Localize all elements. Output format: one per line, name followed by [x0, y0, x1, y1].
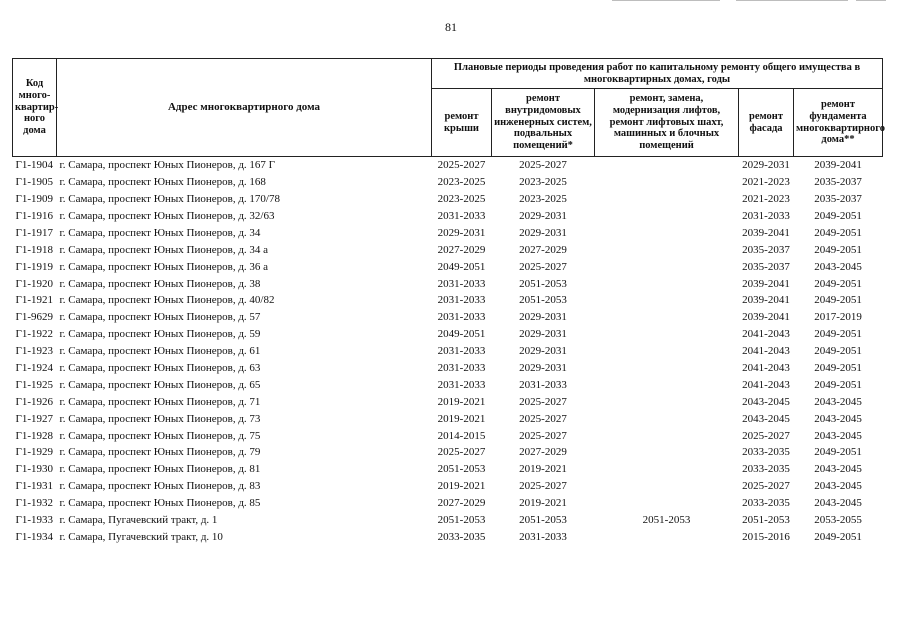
cell-roof: 2033-2035 [437, 530, 486, 543]
cell-roof: 2027-2029 [437, 243, 486, 256]
cell-address: г. Самара, Пугачевский тракт, д. 10 [59, 530, 223, 543]
scan-top-line [856, 0, 886, 1]
cell-engineering: 2023-2025 [519, 176, 567, 189]
cell-foundation: 2043-2045 [814, 463, 862, 476]
cell-roof: 2031-2033 [437, 277, 486, 290]
cell-elevators [595, 529, 739, 546]
table-row [13, 292, 883, 309]
table-row [13, 258, 883, 275]
cell-address: г. Самара, проспект Юных Пионеров, д. 73 [59, 412, 261, 425]
cell-facade: 2039-2041 [742, 294, 790, 307]
cell-engineering: 2051-2053 [519, 294, 567, 307]
cell-foundation: 2043-2045 [814, 260, 862, 273]
cell-code: Г1-1926 [15, 395, 54, 408]
repair-schedule-table [12, 58, 883, 545]
cell-facade: 2031-2033 [742, 209, 790, 222]
cell-engineering: 2051-2053 [519, 277, 567, 290]
table-row [13, 309, 883, 326]
cell-facade: 2033-2035 [742, 463, 790, 476]
cell-facade: 2033-2035 [742, 446, 790, 459]
table-row [13, 191, 883, 208]
cell-elevators [595, 225, 739, 242]
cell-foundation: 2049-2051 [814, 378, 862, 391]
cell-facade: 2025-2027 [742, 480, 790, 493]
cell-engineering: 2025-2027 [519, 395, 567, 408]
cell-code: Г1-1930 [15, 463, 54, 476]
cell-address: г. Самара, Пугачевский тракт, д. 1 [59, 513, 218, 526]
scan-top-line [612, 0, 720, 1]
cell-engineering: 2027-2029 [519, 243, 567, 256]
cell-address: г. Самара, проспект Юных Пионеров, д. 65 [59, 378, 261, 391]
cell-code: Г1-1925 [15, 378, 54, 391]
cell-address: г. Самара, проспект Юных Пионеров, д. 168 [59, 176, 266, 189]
cell-foundation: 2043-2045 [814, 480, 862, 493]
cell-code: Г1-1927 [15, 412, 54, 425]
cell-code: Г1-1918 [15, 243, 54, 256]
cell-engineering: 2031-2033 [519, 530, 567, 543]
cell-roof: 2019-2021 [437, 395, 486, 408]
cell-facade: 2021-2023 [742, 176, 790, 189]
table-row [13, 360, 883, 377]
cell-roof: 2025-2027 [437, 159, 486, 172]
header-facade: ремонт фасада [739, 89, 794, 157]
cell-engineering: 2027-2029 [519, 446, 567, 459]
cell-engineering: 2029-2031 [519, 209, 567, 222]
cell-address: г. Самара, проспект Юных Пионеров, д. 170/78 [59, 193, 280, 206]
cell-foundation: 2035-2037 [814, 193, 862, 206]
cell-foundation: 2049-2051 [814, 294, 862, 307]
cell-elevators [595, 326, 739, 343]
cell-engineering: 2025-2027 [519, 480, 567, 493]
cell-address: г. Самара, проспект Юных Пионеров, д. 34 [59, 226, 261, 239]
cell-address: г. Самара, проспект Юных Пионеров, д. 71 [59, 395, 261, 408]
cell-code: Г1-1932 [15, 497, 54, 510]
cell-code: Г1-1916 [15, 209, 54, 222]
cell-elevators [595, 461, 739, 478]
cell-code: Г1-1931 [15, 480, 54, 493]
cell-foundation: 2043-2045 [814, 429, 862, 442]
cell-code: Г1-1934 [15, 530, 54, 543]
cell-engineering: 2031-2033 [519, 378, 567, 391]
cell-facade: 2035-2037 [742, 260, 790, 273]
table-row [13, 275, 883, 292]
cell-roof: 2019-2021 [437, 412, 486, 425]
cell-address: г. Самара, проспект Юных Пионеров, д. 57 [59, 311, 261, 324]
cell-roof: 2051-2053 [437, 513, 486, 526]
cell-roof: 2031-2033 [437, 345, 486, 358]
table-row [13, 512, 883, 529]
header-engineering: ремонт внутридомовых инженерных систем, подвальных помещений* [492, 89, 595, 157]
table-row [13, 461, 883, 478]
cell-roof: 2031-2033 [437, 378, 486, 391]
cell-foundation: 2043-2045 [814, 497, 862, 510]
cell-facade: 2041-2043 [742, 361, 790, 374]
cell-elevators [595, 377, 739, 394]
cell-elevators [595, 208, 739, 225]
cell-code: Г1-1921 [15, 294, 54, 307]
cell-roof: 2031-2033 [437, 361, 486, 374]
cell-address: г. Самара, проспект Юных Пионеров, д. 79 [59, 446, 261, 459]
cell-elevators [595, 427, 739, 444]
table-row [13, 157, 883, 174]
cell-elevators [595, 444, 739, 461]
cell-elevators [595, 191, 739, 208]
cell-elevators [595, 174, 739, 191]
header-address: Адрес многоквартирного дома [57, 59, 432, 157]
header-roof: ремонт крыши [432, 89, 492, 157]
cell-address: г. Самара, проспект Юных Пионеров, д. 36 а [59, 260, 269, 273]
cell-address: г. Самара, проспект Юных Пионеров, д. 63 [59, 361, 261, 374]
cell-facade: 2041-2043 [742, 378, 790, 391]
cell-roof: 2049-2051 [437, 260, 486, 273]
cell-facade: 2025-2027 [742, 429, 790, 442]
cell-elevators [595, 309, 739, 326]
cell-roof: 2031-2033 [437, 294, 486, 307]
cell-engineering: 2025-2027 [519, 429, 567, 442]
cell-elevators [595, 495, 739, 512]
table-row [13, 343, 883, 360]
cell-foundation: 2049-2051 [814, 209, 862, 222]
cell-elevators [595, 410, 739, 427]
cell-roof: 2031-2033 [437, 209, 486, 222]
cell-facade: 2035-2037 [742, 243, 790, 256]
cell-roof: 2027-2029 [437, 497, 486, 510]
cell-code: Г1-1933 [15, 513, 54, 526]
cell-elevators [595, 360, 739, 377]
header-elevators: ремонт, замена, модернизация лифтов, ремонт лифтовых шахт, машинных и блочных помещений [595, 89, 739, 157]
cell-foundation: 2049-2051 [814, 345, 862, 358]
cell-engineering: 2029-2031 [519, 226, 567, 239]
cell-facade: 2051-2053 [742, 513, 790, 526]
cell-roof: 2031-2033 [437, 311, 486, 324]
cell-elevators [595, 157, 739, 174]
table-row [13, 174, 883, 191]
cell-roof: 2023-2025 [437, 176, 486, 189]
cell-code: Г1-1919 [15, 260, 54, 273]
cell-code: Г1-1929 [15, 446, 54, 459]
header-foundation: ремонт фундамента многоквартирного дома** [794, 89, 883, 157]
cell-roof: 2049-2051 [437, 328, 486, 341]
table-row [13, 208, 883, 225]
cell-facade: 2033-2035 [742, 497, 790, 510]
cell-code: Г1-1923 [15, 345, 54, 358]
table-row [13, 241, 883, 258]
page-number: 81 [445, 20, 457, 34]
cell-facade: 2021-2023 [742, 193, 790, 206]
cell-facade: 2039-2041 [742, 226, 790, 239]
cell-foundation: 2049-2051 [814, 328, 862, 341]
cell-facade: 2041-2043 [742, 345, 790, 358]
cell-code: Г1-1905 [15, 176, 54, 189]
cell-foundation: 2017-2019 [814, 311, 862, 324]
cell-engineering: 2029-2031 [519, 361, 567, 374]
cell-address: г. Самара, проспект Юных Пионеров, д. 167 Г [59, 159, 276, 172]
cell-engineering: 2025-2027 [519, 412, 567, 425]
cell-elevators [595, 275, 739, 292]
table-row [13, 427, 883, 444]
table-row [13, 444, 883, 461]
cell-elevators [595, 343, 739, 360]
table-row [13, 326, 883, 343]
cell-code: Г1-1904 [15, 159, 54, 172]
cell-elevators [595, 292, 739, 309]
cell-elevators [595, 478, 739, 495]
cell-foundation: 2053-2055 [814, 513, 862, 526]
cell-address: г. Самара, проспект Юных Пионеров, д. 38 [59, 277, 261, 290]
table-row [13, 495, 883, 512]
cell-foundation: 2043-2045 [814, 412, 862, 425]
cell-code: Г1-1909 [15, 193, 54, 206]
cell-foundation: 2049-2051 [814, 446, 862, 459]
table-row [13, 377, 883, 394]
cell-roof: 2029-2031 [437, 226, 486, 239]
cell-code: Г1-1917 [15, 226, 54, 239]
cell-code: Г1-1920 [15, 277, 54, 290]
cell-address: г. Самара, проспект Юных Пионеров, д. 83 [59, 480, 261, 493]
cell-facade: 2043-2045 [742, 412, 790, 425]
cell-code: Г1-1928 [15, 429, 54, 442]
cell-address: г. Самара, проспект Юных Пионеров, д. 59 [59, 328, 261, 341]
scan-top-line [736, 0, 848, 1]
cell-roof: 2025-2027 [437, 446, 486, 459]
cell-engineering: 2023-2025 [519, 193, 567, 206]
table-body [13, 157, 883, 546]
cell-roof: 2023-2025 [437, 193, 486, 206]
cell-foundation: 2049-2051 [814, 361, 862, 374]
cell-engineering: 2019-2021 [519, 497, 567, 510]
table-row [13, 410, 883, 427]
cell-engineering: 2029-2031 [519, 311, 567, 324]
cell-foundation: 2049-2051 [814, 243, 862, 256]
cell-address: г. Самара, проспект Юных Пионеров, д. 40/82 [59, 294, 275, 307]
cell-engineering: 2019-2021 [519, 463, 567, 476]
table-row [13, 393, 883, 410]
cell-elevators [595, 258, 739, 275]
cell-address: г. Самара, проспект Юных Пионеров, д. 61 [59, 345, 261, 358]
cell-foundation: 2049-2051 [814, 530, 862, 543]
cell-address: г. Самара, проспект Юных Пионеров, д. 32/63 [59, 209, 275, 222]
cell-engineering: 2051-2053 [519, 513, 567, 526]
cell-foundation: 2043-2045 [814, 395, 862, 408]
cell-facade: 2039-2041 [742, 311, 790, 324]
table-row [13, 225, 883, 242]
cell-roof: 2014-2015 [437, 429, 486, 442]
cell-foundation: 2035-2037 [814, 176, 862, 189]
cell-foundation: 2039-2041 [814, 159, 862, 172]
cell-address: г. Самара, проспект Юных Пионеров, д. 85 [59, 497, 261, 510]
cell-facade: 2015-2016 [742, 530, 790, 543]
cell-elevators [595, 241, 739, 258]
cell-elevators: 2051-2053 [642, 513, 691, 526]
cell-facade: 2029-2031 [742, 159, 790, 172]
cell-code: Г1-1922 [15, 328, 54, 341]
cell-foundation: 2049-2051 [814, 226, 862, 239]
header-code: Код много-квартир-ного дома [13, 59, 57, 157]
cell-engineering: 2029-2031 [519, 345, 567, 358]
table-row [13, 529, 883, 546]
cell-engineering: 2025-2027 [519, 159, 567, 172]
table-row [13, 478, 883, 495]
cell-address: г. Самара, проспект Юных Пионеров, д. 34 а [59, 243, 269, 256]
cell-facade: 2043-2045 [742, 395, 790, 408]
cell-elevators [595, 393, 739, 410]
cell-engineering: 2029-2031 [519, 328, 567, 341]
cell-code: Г1-9629 [15, 311, 54, 324]
cell-roof: 2051-2053 [437, 463, 486, 476]
cell-roof: 2019-2021 [437, 480, 486, 493]
cell-engineering: 2025-2027 [519, 260, 567, 273]
cell-foundation: 2049-2051 [814, 277, 862, 290]
table-header [13, 59, 883, 157]
cell-facade: 2041-2043 [742, 328, 790, 341]
cell-code: Г1-1924 [15, 361, 54, 374]
cell-address: г. Самара, проспект Юных Пионеров, д. 75 [59, 429, 261, 442]
header-planned-periods: Плановые периоды проведения работ по капитальному ремонту общего имущества в многоквартирных домах, годы [432, 59, 883, 89]
cell-address: г. Самара, проспект Юных Пионеров, д. 81 [59, 463, 261, 476]
cell-facade: 2039-2041 [742, 277, 790, 290]
